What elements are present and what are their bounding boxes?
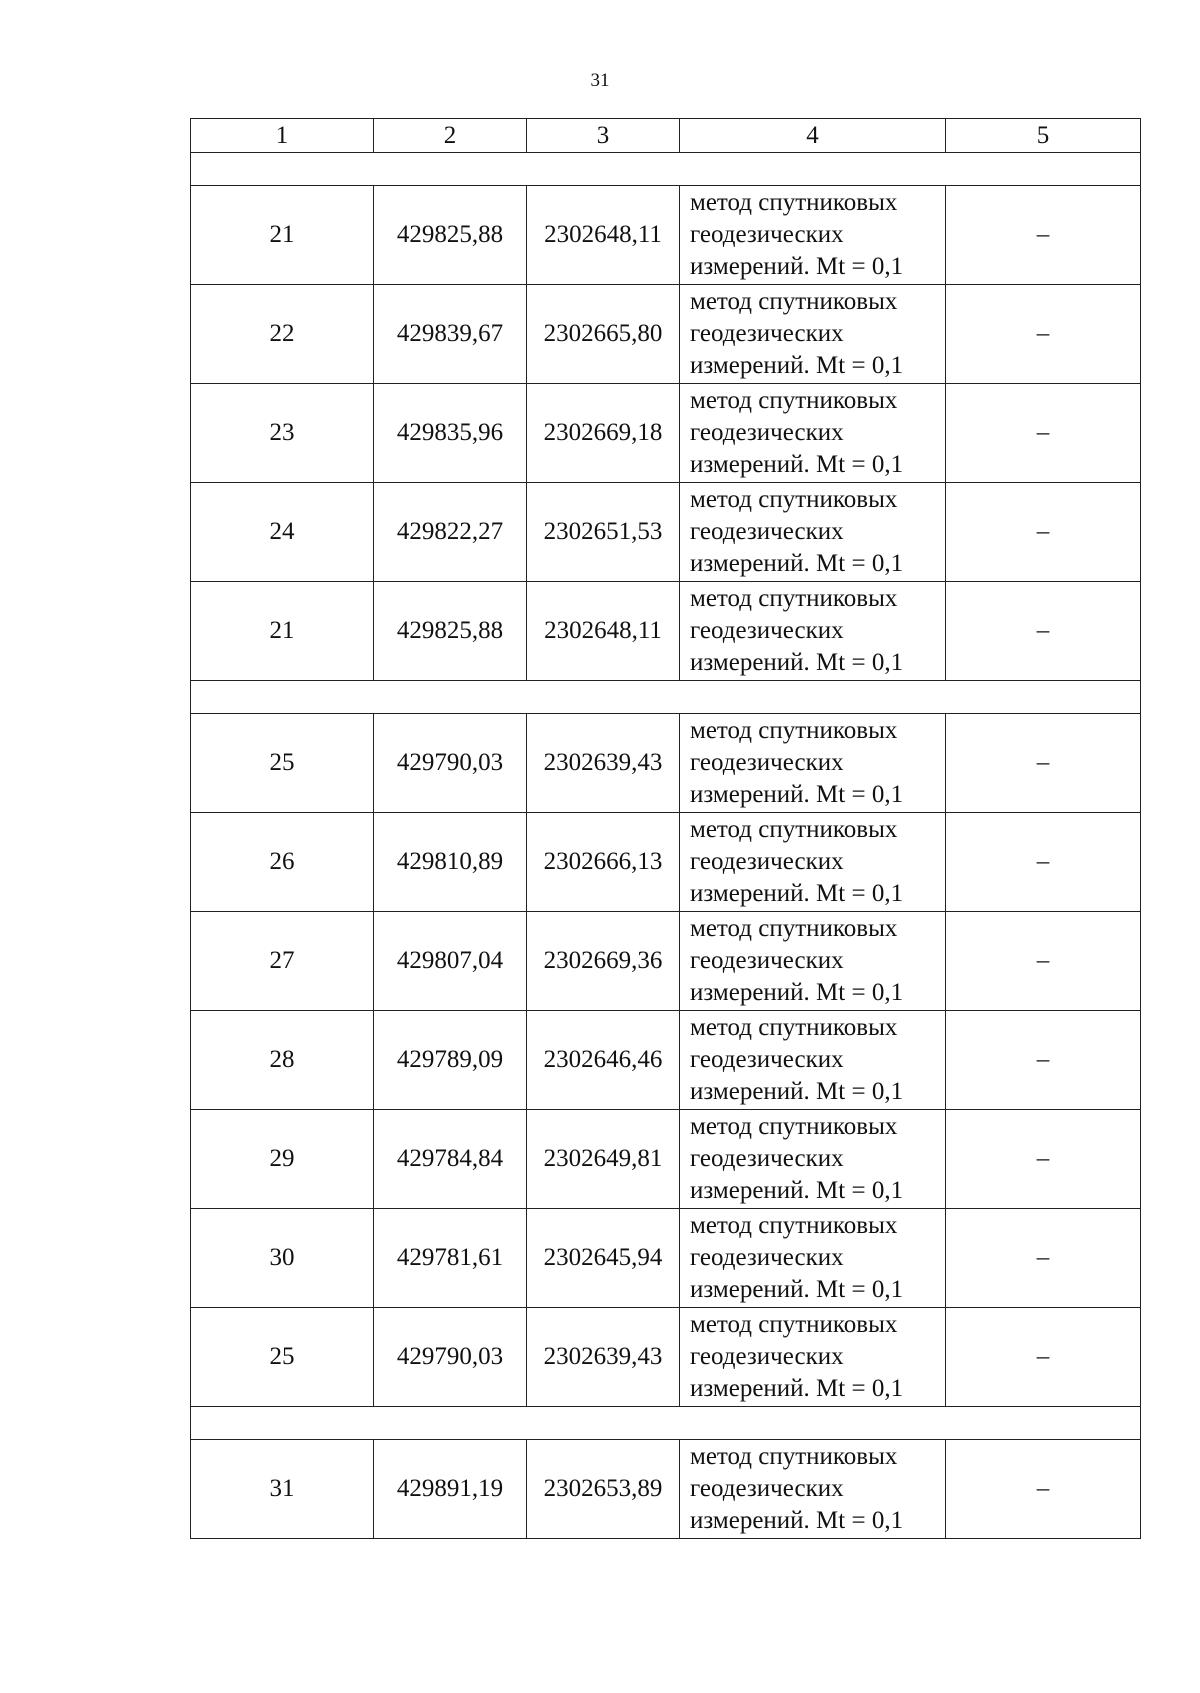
y-coordinate-cell: 2302666,13 <box>527 813 680 912</box>
x-coordinate-cell: 429789,09 <box>374 1011 527 1110</box>
note-cell: – <box>946 1440 1141 1539</box>
point-number-cell: 31 <box>191 1440 374 1539</box>
point-number-cell: 25 <box>191 1308 374 1407</box>
table-row <box>191 186 1141 285</box>
method-text-line: метод спутниковых <box>690 585 898 612</box>
method-text-line: измерений. Mt = 0,1 <box>690 352 904 379</box>
method-text-line: метод спутниковых <box>690 1113 898 1140</box>
point-number-cell: 23 <box>191 384 374 483</box>
method-text-line: геодезических <box>690 1145 844 1172</box>
method-text-line: геодезических <box>690 419 844 446</box>
y-coordinate-cell: 2302639,43 <box>527 1308 680 1407</box>
x-coordinate-cell: 429781,61 <box>374 1209 527 1308</box>
x-coordinate-cell: 429835,96 <box>374 384 527 483</box>
note-cell: – <box>946 186 1141 285</box>
method-text-line: измерений. Mt = 0,1 <box>690 1507 904 1534</box>
header-cell: 1 <box>191 119 374 153</box>
x-coordinate-cell: 429807,04 <box>374 912 527 1011</box>
method-text-line: геодезических <box>690 320 844 347</box>
method-text-line: геодезических <box>690 848 844 875</box>
method-text-line: измерений. Mt = 0,1 <box>690 781 904 808</box>
method-text-line: измерений. Mt = 0,1 <box>690 1276 904 1303</box>
note-cell: – <box>946 813 1141 912</box>
method-text-line: геодезических <box>690 1046 844 1073</box>
table-row <box>191 1440 1141 1539</box>
point-number-cell: 24 <box>191 483 374 582</box>
point-number-cell: 27 <box>191 912 374 1011</box>
method-text-line: измерений. Mt = 0,1 <box>690 979 904 1006</box>
group-separator-cell <box>191 681 1141 714</box>
method-text-line: измерений. Mt = 0,1 <box>690 451 904 478</box>
group-separator-cell <box>191 1407 1141 1440</box>
method-text-line: измерений. Mt = 0,1 <box>690 649 904 676</box>
method-text-line: метод спутниковых <box>690 1443 898 1470</box>
y-coordinate-cell: 2302648,11 <box>527 186 680 285</box>
x-coordinate-cell: 429825,88 <box>374 582 527 681</box>
group-separator-row <box>191 153 1141 186</box>
group-separator-row <box>191 1407 1141 1440</box>
y-coordinate-cell: 2302653,89 <box>527 1440 680 1539</box>
method-text-line: измерений. Mt = 0,1 <box>690 1177 904 1204</box>
table-row <box>191 714 1141 813</box>
method-text-line: геодезических <box>690 221 844 248</box>
point-number-cell: 21 <box>191 582 374 681</box>
point-number-cell: 25 <box>191 714 374 813</box>
x-coordinate-cell: 429790,03 <box>374 1308 527 1407</box>
note-cell: – <box>946 1110 1141 1209</box>
method-text-line: измерений. Mt = 0,1 <box>690 880 904 907</box>
x-coordinate-cell: 429790,03 <box>374 714 527 813</box>
table-row <box>191 912 1141 1011</box>
table-row <box>191 1011 1141 1110</box>
note-cell: – <box>946 1209 1141 1308</box>
note-cell: – <box>946 1011 1141 1110</box>
x-coordinate-cell: 429810,89 <box>374 813 527 912</box>
method-text-line: метод спутниковых <box>690 288 898 315</box>
point-number-cell: 22 <box>191 285 374 384</box>
table-row <box>191 813 1141 912</box>
note-cell: – <box>946 714 1141 813</box>
page-number: 31 <box>590 70 610 91</box>
method-text-line: метод спутниковых <box>690 387 898 414</box>
method-cell <box>680 1110 946 1209</box>
table-row <box>191 285 1141 384</box>
method-text-line: измерений. Mt = 0,1 <box>690 1375 904 1402</box>
method-cell <box>680 1011 946 1110</box>
method-text-line: геодезических <box>690 1475 844 1502</box>
y-coordinate-cell: 2302649,81 <box>527 1110 680 1209</box>
note-cell: – <box>946 1308 1141 1407</box>
table-row <box>191 384 1141 483</box>
x-coordinate-cell: 429825,88 <box>374 186 527 285</box>
header-cell: 2 <box>374 119 527 153</box>
method-text-line: метод спутниковых <box>690 486 898 513</box>
method-cell <box>680 285 946 384</box>
y-coordinate-cell: 2302646,46 <box>527 1011 680 1110</box>
method-text-line: метод спутниковых <box>690 1311 898 1338</box>
x-coordinate-cell: 429822,27 <box>374 483 527 582</box>
table-row <box>191 1209 1141 1308</box>
method-cell <box>680 1209 946 1308</box>
method-text-line: метод спутниковых <box>690 1014 898 1041</box>
table-row <box>191 483 1141 582</box>
method-text-line: метод спутниковых <box>690 1212 898 1239</box>
note-cell: – <box>946 483 1141 582</box>
y-coordinate-cell: 2302651,53 <box>527 483 680 582</box>
note-cell: – <box>946 582 1141 681</box>
y-coordinate-cell: 2302645,94 <box>527 1209 680 1308</box>
point-number-cell: 21 <box>191 186 374 285</box>
method-cell <box>680 384 946 483</box>
method-cell <box>680 582 946 681</box>
method-cell <box>680 912 946 1011</box>
header-cell: 3 <box>527 119 680 153</box>
method-text-line: геодезических <box>690 518 844 545</box>
method-text-line: геодезических <box>690 1343 844 1370</box>
method-text-line: измерений. Mt = 0,1 <box>690 253 904 280</box>
note-cell: – <box>946 912 1141 1011</box>
method-cell <box>680 714 946 813</box>
x-coordinate-cell: 429891,19 <box>374 1440 527 1539</box>
method-text-line: измерений. Mt = 0,1 <box>690 550 904 577</box>
method-text-line: метод спутниковых <box>690 717 898 744</box>
method-text-line: метод спутниковых <box>690 915 898 942</box>
y-coordinate-cell: 2302648,11 <box>527 582 680 681</box>
point-number-cell: 28 <box>191 1011 374 1110</box>
table-row <box>191 1308 1141 1407</box>
point-number-cell: 30 <box>191 1209 374 1308</box>
method-text-line: геодезических <box>690 1244 844 1271</box>
method-text-line: геодезических <box>690 617 844 644</box>
method-text-line: геодезических <box>690 749 844 776</box>
table-row <box>191 1110 1141 1209</box>
method-cell <box>680 186 946 285</box>
note-cell: – <box>946 285 1141 384</box>
method-text-line: измерений. Mt = 0,1 <box>690 1078 904 1105</box>
group-separator-cell <box>191 153 1141 186</box>
x-coordinate-cell: 429839,67 <box>374 285 527 384</box>
method-text-line: метод спутниковых <box>690 189 898 216</box>
x-coordinate-cell: 429784,84 <box>374 1110 527 1209</box>
point-number-cell: 26 <box>191 813 374 912</box>
method-cell <box>680 483 946 582</box>
table-header-row <box>191 119 1141 153</box>
y-coordinate-cell: 2302639,43 <box>527 714 680 813</box>
y-coordinate-cell: 2302669,36 <box>527 912 680 1011</box>
method-text-line: геодезических <box>690 947 844 974</box>
point-number-cell: 29 <box>191 1110 374 1209</box>
header-cell: 4 <box>680 119 946 153</box>
y-coordinate-cell: 2302669,18 <box>527 384 680 483</box>
method-cell <box>680 1440 946 1539</box>
note-cell: – <box>946 384 1141 483</box>
group-separator-row <box>191 681 1141 714</box>
header-cell: 5 <box>946 119 1141 153</box>
method-cell <box>680 813 946 912</box>
table-row <box>191 582 1141 681</box>
coordinates-table <box>190 118 1141 1539</box>
method-text-line: метод спутниковых <box>690 816 898 843</box>
method-cell <box>680 1308 946 1407</box>
y-coordinate-cell: 2302665,80 <box>527 285 680 384</box>
